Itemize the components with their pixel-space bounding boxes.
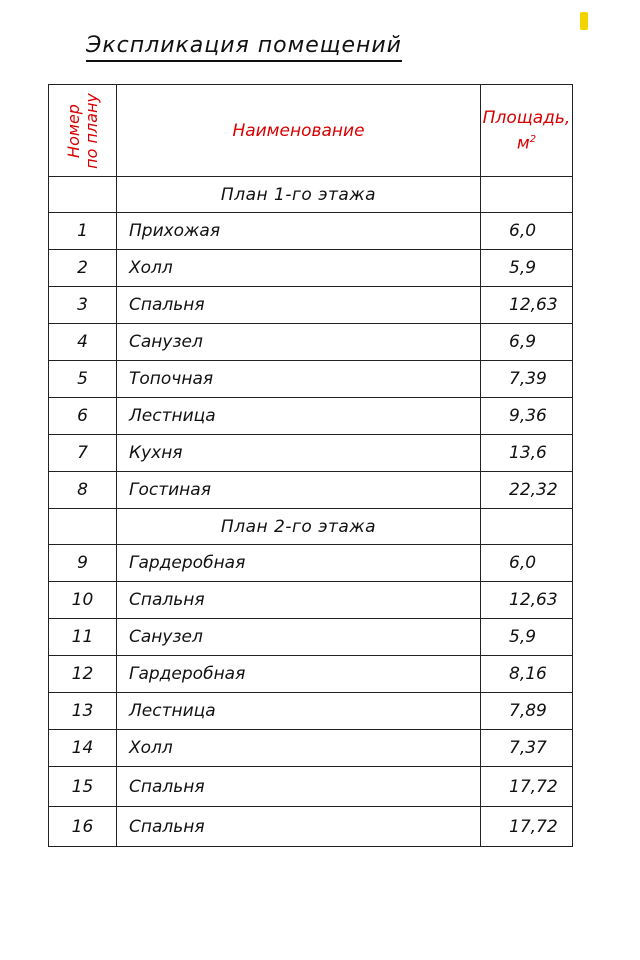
section-row [49,509,573,545]
room-name: Спальня [117,582,481,619]
room-area: 9,36 [481,398,573,435]
section-empty-cell [481,509,573,545]
room-name: Спальня [117,287,481,324]
yellow-marker [580,12,588,30]
room-area: 6,0 [481,545,573,582]
room-number: 10 [49,582,117,619]
room-area: 22,32 [481,472,573,509]
room-area: 17,72 [481,767,573,807]
rooms-table [48,84,573,847]
room-number: 5 [49,361,117,398]
room-name: Лестница [117,398,481,435]
room-number: 13 [49,693,117,730]
section-title: План 2-го этажа [117,509,481,545]
table-row [49,472,573,509]
table-body [49,177,573,847]
header-area-unit: м [516,133,530,154]
header-number-cell [49,85,117,177]
room-name: Спальня [117,767,481,807]
room-name: Санузел [117,619,481,656]
table-row [49,582,573,619]
room-area: 12,63 [481,582,573,619]
room-name: Холл [117,730,481,767]
room-number: 3 [49,287,117,324]
room-area: 5,9 [481,619,573,656]
table-row [49,435,573,472]
room-name: Спальня [117,807,481,847]
table-header [49,85,573,177]
room-name: Топочная [117,361,481,398]
room-number: 15 [49,767,117,807]
room-area: 7,39 [481,361,573,398]
table-row [49,693,573,730]
room-area: 7,37 [481,730,573,767]
room-number: 11 [49,619,117,656]
room-name: Лестница [117,693,481,730]
header-area-cell [481,85,573,177]
room-name: Холл [117,250,481,287]
header-number-line2: по плану [81,92,101,169]
room-name: Кухня [117,435,481,472]
room-area: 6,9 [481,324,573,361]
room-name: Гостиная [117,472,481,509]
room-area: 7,89 [481,693,573,730]
room-number: 7 [49,435,117,472]
table-row [49,213,573,250]
room-number: 6 [49,398,117,435]
room-area: 17,72 [481,807,573,847]
header-area-sup: 2 [529,133,537,145]
page-title: Экспликация помещений [86,32,402,62]
header-name: Наименование [117,85,481,177]
room-number: 16 [49,807,117,847]
room-number: 12 [49,656,117,693]
table-row [49,767,573,807]
table-row [49,287,573,324]
room-number: 2 [49,250,117,287]
room-number: 9 [49,545,117,582]
room-area: 5,9 [481,250,573,287]
table-row [49,250,573,287]
section-title: План 1-го этажа [117,177,481,213]
table-row [49,324,573,361]
header-area-line1: Площадь, [482,107,571,128]
room-area: 12,63 [481,287,573,324]
section-row [49,177,573,213]
section-empty-cell [481,177,573,213]
table-row [49,807,573,847]
room-number: 8 [49,472,117,509]
room-number: 1 [49,213,117,250]
room-number: 14 [49,730,117,767]
section-empty-cell [49,177,117,213]
table-row [49,361,573,398]
section-empty-cell [49,509,117,545]
room-name: Гардеробная [117,656,481,693]
table-row [49,545,573,582]
room-name: Санузел [117,324,481,361]
room-name: Прихожая [117,213,481,250]
room-area: 6,0 [481,213,573,250]
room-number: 4 [49,324,117,361]
table-row [49,398,573,435]
header-number-line1: Номер [63,103,83,158]
table-row [49,730,573,767]
table-row [49,656,573,693]
table-row [49,619,573,656]
room-name: Гардеробная [117,545,481,582]
room-area: 13,6 [481,435,573,472]
room-area: 8,16 [481,656,573,693]
